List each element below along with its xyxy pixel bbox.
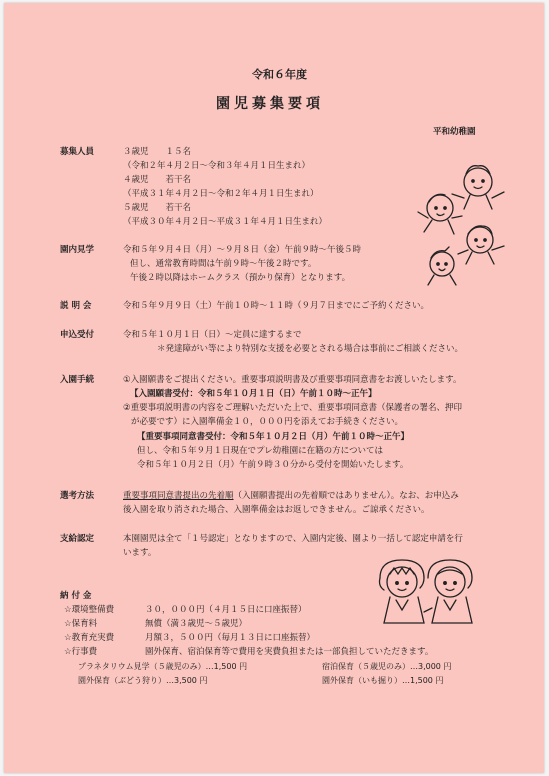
procedure-line: ②重要事項説明書の内容をご理解いただいた上で、重要事項同意書（保護者の署名、押印: [123, 403, 462, 413]
procedure-line: 【重要事項同意書受付：令和５年１０月２日（月）午前１０時～正午】: [137, 432, 410, 442]
recruit-line: ４歳児 若干名: [123, 175, 192, 185]
recruit-label: 募集人員: [60, 147, 95, 157]
recruit-line: （平成３１年４月２日～令和２年４月１日生まれ）: [123, 189, 319, 199]
application-note: ＊発達障がい等により特別な支援を必要とされる場合は事前にご相談ください。: [157, 344, 464, 354]
briefing-line: 令和５年９月９日（土）午前１０時～１１時（９月７日までにご予約ください。: [123, 301, 430, 311]
fee-value: 園外保育、宿泊保育等で費用を実費負担または一部負担していただきます。: [145, 647, 434, 657]
event-fee: 園外保育（ぶどう狩り）…3,500 円: [78, 676, 208, 685]
event-fee: 宿泊保育（５歳児のみ）…3,000 円: [322, 662, 452, 671]
visit-line: 午後２時以降はホームクラス（預かり保育）となります。: [130, 273, 351, 283]
fee-name: ☆行事費: [64, 647, 98, 657]
two-children-illustration-icon: [366, 556, 484, 628]
document-page: [4, 3, 544, 773]
event-fee: 園外保育（いも掘り）…1,500 円: [322, 676, 444, 685]
certification-line: 本園園児は全て「１号認定」となりますので、入園内定後、園より一括して認定申請を行: [123, 534, 463, 544]
recruit-line: （平成３０年４月２日～平成３１年４月１日生まれ）: [123, 217, 328, 227]
visit-label: 園内見学: [60, 245, 95, 255]
fee-name: ☆保育料: [64, 619, 98, 629]
certification-label: 支給認定: [60, 534, 95, 544]
fee-value: ３０，０００円（４月１５日に口座振替）: [145, 605, 307, 615]
fees-label: 納 付 金: [60, 591, 92, 601]
recruit-line: （令和２年４月２日～令和３年４月１日生まれ）: [123, 161, 311, 171]
recruit-line: ５歳児 若干名: [123, 203, 192, 213]
fee-name: ☆教育充実費: [64, 633, 115, 643]
procedure-line: 【入園願書受付：令和５年１０月１日（日）午前１０時～正午】: [130, 389, 377, 399]
certification-line: います。: [123, 548, 157, 558]
selection-rest: （入園願書提出の先着順ではありません）。なお、お申込み: [233, 491, 459, 501]
procedure-label: 入園手続: [60, 375, 95, 385]
selection-line-1: [123, 492, 459, 501]
procedure-line: ①入園願書をご提出ください。重要事項説明書及び重要事項同意書をお渡しいたします。: [123, 375, 462, 385]
event-fee: プラネタリウム見学（５歳児のみ）…1,500 円: [78, 662, 248, 671]
page-title: 園児募集要項: [216, 96, 324, 112]
fee-value: 無償（満３歳児～５歳児）: [145, 619, 248, 629]
school-name: 平和幼稚園: [433, 127, 476, 137]
selection-line-2: 後入園を取り消された場合、入園準備金はお返しできません。ご諒承ください。: [123, 505, 430, 515]
fee-value: 月額３，５００円（毎月１３日に口座振替）: [145, 633, 316, 643]
visit-line: 但し、通常教育時間は午前９時～午後２時です。: [130, 259, 317, 269]
children-illustration-icon: [414, 158, 510, 288]
procedure-line: 令和５年１０月２日（月）午前９時３０分から受付を開始いたします。: [137, 460, 409, 470]
selection-label: 選考方法: [60, 491, 95, 501]
application-label: 申込受付: [60, 330, 95, 340]
recruit-line: ３歳児 １５名: [123, 147, 192, 157]
procedure-line: が必要です）に入園準備金１０，０００円を添えてお手続きください。: [131, 417, 404, 427]
briefing-label: 説 明 会: [60, 301, 92, 311]
procedure-line: 但し、令和５年９月１日現在でプレ幼稚園に在籍の方については: [137, 446, 383, 456]
visit-line: 令和５年９月４日（月）～９月８日（金）午前９時～午後５時: [123, 245, 362, 255]
selection-underlined: 重要事項同意書提出の先着順: [123, 491, 234, 501]
fee-name: ☆環境整備費: [64, 605, 115, 615]
fiscal-year: 令和６年度: [252, 68, 307, 81]
application-line: 令和５年１０月１日（日）～定員に達するまで: [123, 330, 302, 340]
